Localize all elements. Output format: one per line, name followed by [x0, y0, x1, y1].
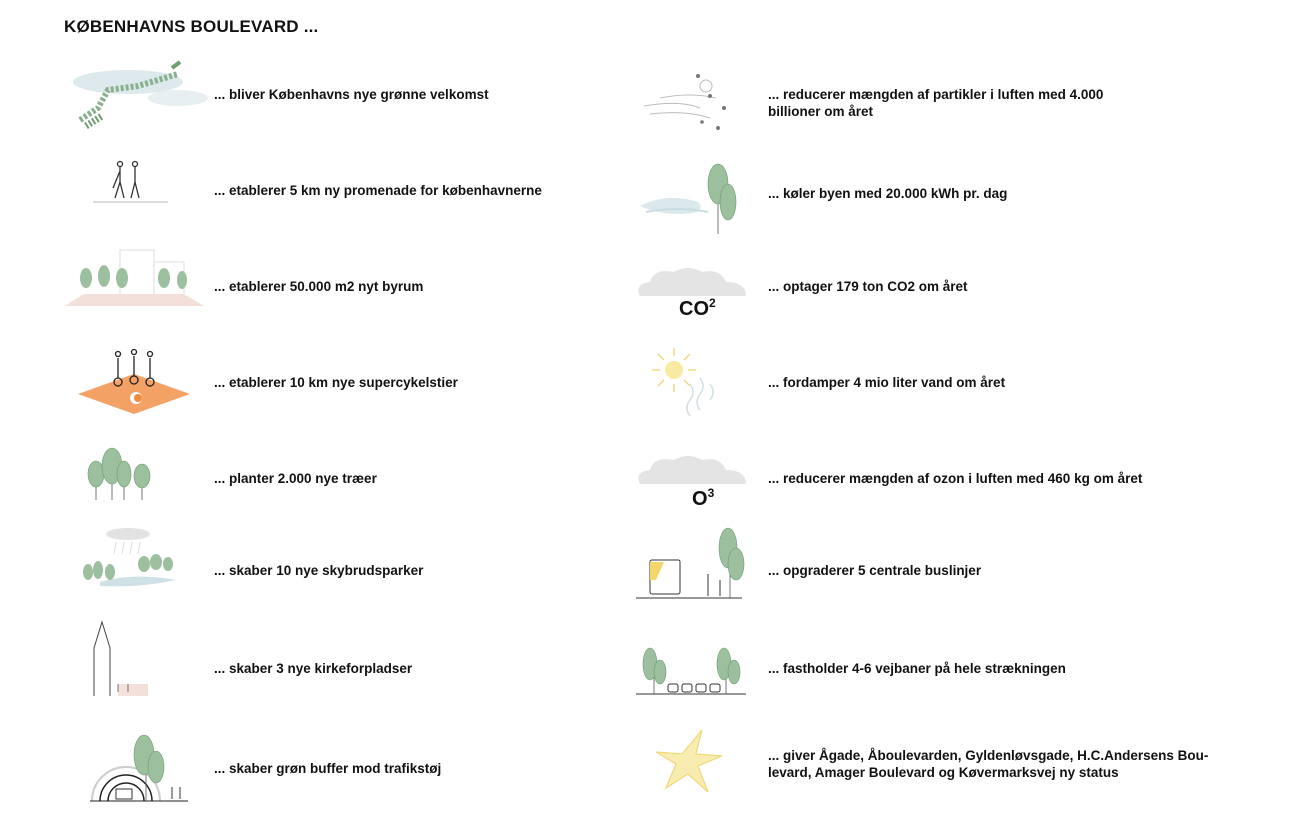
left-item-2: ... etablerer 5 km ny promenade for københavnerne	[214, 183, 542, 198]
bus-icon	[636, 526, 744, 600]
sun-evaporation-icon	[644, 344, 718, 418]
co2-label: $CO^2$	[679, 296, 716, 320]
ozone-cloud-icon	[634, 452, 750, 492]
urban-space-icon	[64, 248, 204, 310]
right-item-7: ... fastholder 4-6 vejbaner på hele strækningen	[768, 661, 1066, 676]
rain-park-icon	[80, 526, 180, 590]
left-item-8: ... skaber grøn buffer mod trafikstøj	[214, 761, 442, 776]
left-item-3: ... etablerer 50.000 m2 nyt byrum	[214, 279, 424, 294]
right-item-2: ... køler byen med 20.000 kWh pr. dag	[768, 186, 1008, 201]
pedestrians-icon	[88, 158, 173, 210]
page-title: KØBENHAVNS BOULEVARD ...	[64, 17, 319, 36]
right-item-1: ... reducerer mængden af partikler i luften med 4.000 billioner om året	[768, 87, 1104, 119]
left-item-4: ... etablerer 10 km nye supercykelstier	[214, 375, 458, 390]
cooling-tree-icon	[638, 162, 742, 238]
left-item-5: ... planter 2.000 nye træer	[214, 471, 377, 486]
left-item-7: ... skaber 3 nye kirkeforpladser	[214, 661, 413, 676]
cyclists-icon	[78, 348, 192, 414]
left-item-6: ... skaber 10 nye skybrudsparker	[214, 563, 424, 578]
right-item-5: ... reducerer mængden af ozon i luften med 460 kg om året	[768, 471, 1143, 486]
right-item-4: ... fordamper 4 mio liter vand om året	[768, 375, 1006, 390]
green-corridor-icon	[68, 60, 208, 132]
right-item-3: ... optager 179 ton CO2 om året	[768, 279, 968, 294]
right-item-6: ... opgraderer 5 centrale buslinjer	[768, 563, 982, 578]
road-lanes-icon	[636, 644, 748, 696]
right-item-8: ... giver Ågade, Åboulevarden, Gyldenløvsgade, H.C.Andersens Bou-levard, Amager Boulevard og Køvermarksvej ny status	[768, 748, 1209, 780]
ozone-label: $O^3$	[692, 486, 715, 510]
star-icon	[650, 722, 736, 808]
trees-icon	[84, 446, 156, 502]
left-item-1: ... bliver Københavns nye grønne velkomst	[214, 87, 489, 102]
air-particles-icon	[640, 70, 732, 138]
noise-buffer-icon	[90, 733, 190, 803]
church-spire-icon	[88, 620, 150, 700]
